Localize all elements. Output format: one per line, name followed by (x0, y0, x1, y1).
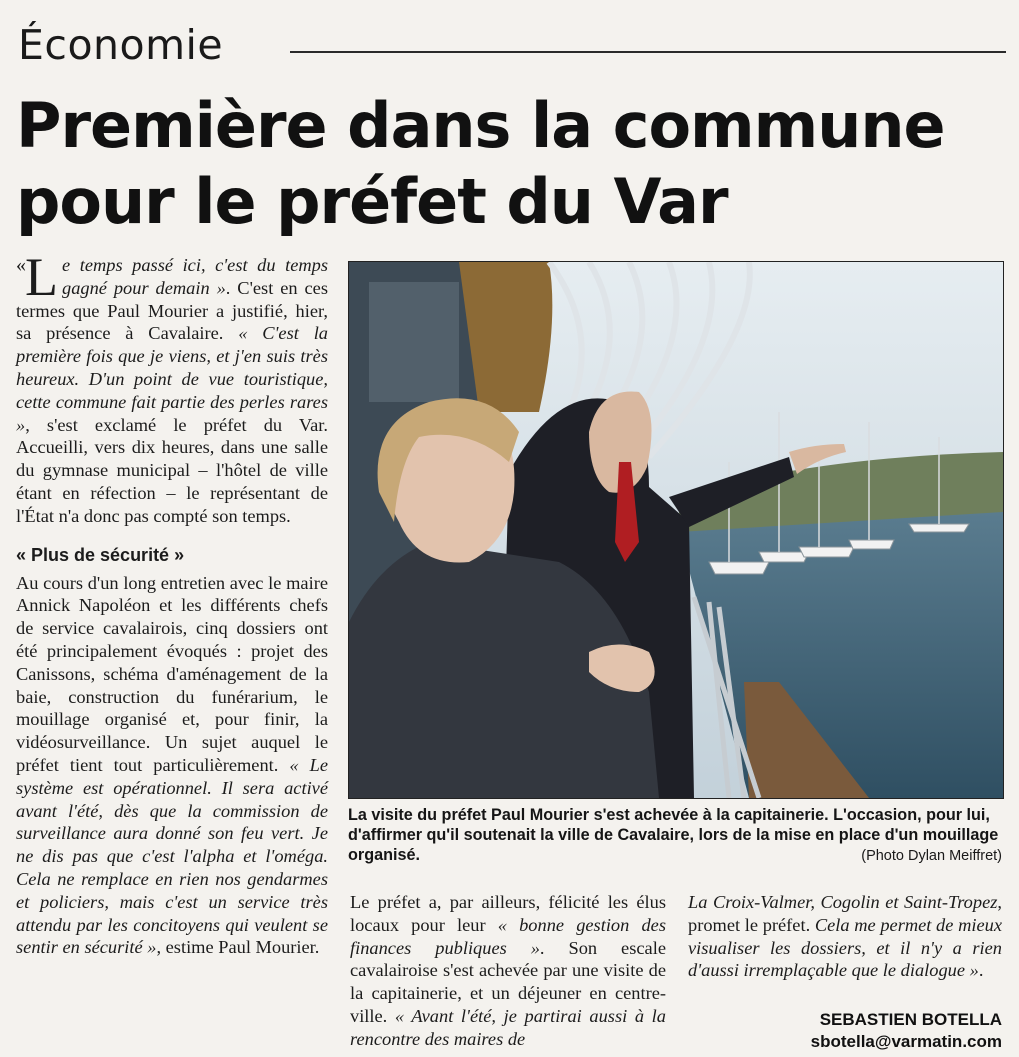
article-photo (348, 261, 1004, 799)
section-header (18, 20, 1006, 70)
subheading: « Plus de sécurité » (16, 544, 185, 565)
author-name: SEBASTIEN BOTELLA (819, 1010, 1002, 1029)
middle-quote-1: « bonne gestion des finances publiques » (350, 914, 666, 958)
middle-paragraph (350, 891, 666, 1051)
right-text-2: . (978, 960, 984, 981)
middle-text-2: . Son escale cavalairoise s'est achevée par une visite de la capitainerie, et un déjeuner en centre-ville. (350, 937, 666, 1026)
middle-quote-2: « Avant l'été, je partirai aussi à la rencontre des maires de (350, 1005, 666, 1049)
security-text: Au cours d'un long entretien avec le maire Annick Napoléon et les différents chefs de service cavalairois, cinq dossiers ont été principalement évoqués : projet des Canissons, schéma d'aménagement de la baie, construction du funérarium, le mouillage organisé et, pour finir, la vidéosurveillance. Un sujet auquel le préfet tient tout particulièrement. (16, 572, 328, 775)
security-paragraph (16, 572, 328, 960)
headline-line-1: Première dans la commune (16, 89, 945, 162)
lead-paragraph (16, 247, 329, 528)
right-text-1: , promet le préfet. (688, 892, 1002, 935)
headline (16, 88, 1006, 240)
photo-credit: (Photo Dylan Meiffret) (861, 848, 1002, 864)
photo-caption: La visite du préfet Paul Mourier s'est achevée à la capitainerie. L'occasion, pour lui, d'affirmer qu'il soutenait la ville de Cavalaire, lors de la mise en place d'un mouillage organisé. (348, 806, 999, 864)
harbor-photo-illustration (349, 262, 1003, 798)
lead-text-continued: , s'est exclamé le préfet du Var. Accueilli, vers dix heures, dans une salle du gymnase municipal – l'hôtel de ville étant en réfection – le représentant de l'État n'a donc pas compté son temps. (16, 414, 328, 526)
right-quote-2: Cela me permet de mieux visualiser les dossiers, et il n'y a rien d'aussi irremplaçable que le dialogue » (688, 914, 1002, 981)
article-column-left (16, 247, 329, 959)
article-column-right (688, 891, 1002, 982)
right-quote-1: La Croix-Valmer, Cogolin et Saint-Tropez (688, 892, 998, 912)
lead-quote: e temps passé ici, c'est du temps gagné pour demain » (62, 255, 328, 298)
lead-quote-mark: « (16, 254, 26, 276)
lead-dropcap: L (25, 247, 58, 307)
right-paragraph (688, 891, 1002, 982)
section-label: Économie (18, 21, 224, 69)
article-column-middle (350, 891, 666, 1051)
section-rule (290, 51, 1006, 53)
middle-text-1: Le préfet a, par ailleurs, félicité les élus locaux pour leur (350, 892, 666, 935)
byline (811, 1009, 1002, 1053)
security-text-end: , estime Paul Mourier. (156, 937, 320, 958)
headline-line-2: pour le préfet du Var (16, 165, 728, 238)
lead-text: . C'est en ces termes que Paul Mourier a justifié, hier, sa présence à Cavalaire. (16, 277, 328, 344)
prefect-quote: « C'est la première fois que je viens, et j'en suis très heureux. D'un point de vue touristique, cette commune fait partie des perles rares » (16, 323, 329, 435)
author-email[interactable]: sbotella@varmatin.com (810, 1032, 1002, 1051)
security-quote: « Le système est opérationnel. Il sera activé avant l'été, dès que la commission de surveillance aura donné son feu vert. Je ne dis pas que c'est l'alpha et l'oméga. Cela ne remplace en rien nos gendarmes et policiers, mais c'est un service très attendu par les concitoyens qui veulent se sentir en sécurité » (16, 754, 329, 958)
